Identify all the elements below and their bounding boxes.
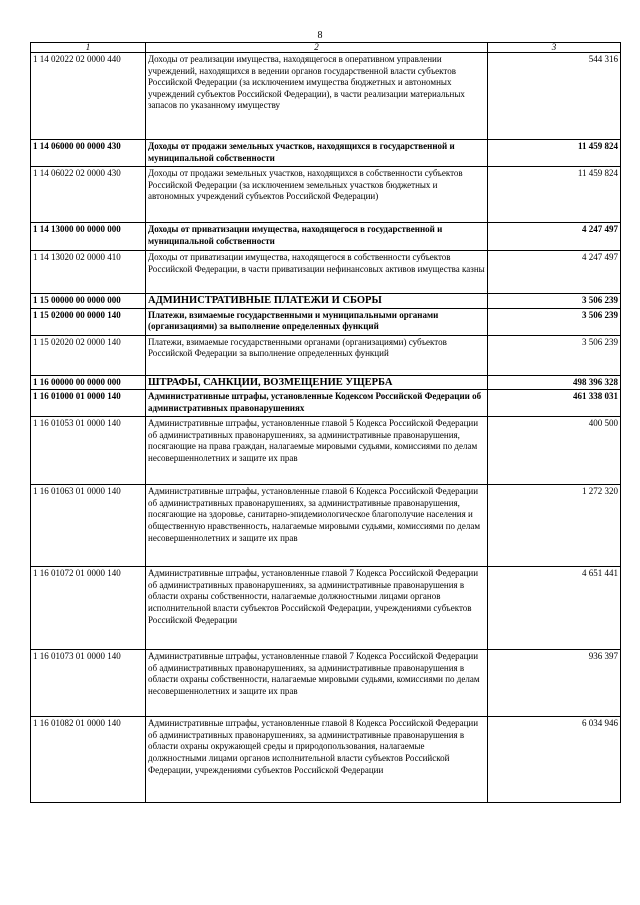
row-code: 1 16 00000 00 0000 000 <box>31 375 146 390</box>
table-row <box>31 167 621 223</box>
row-amount: 544 316 <box>488 53 621 140</box>
table-row <box>31 223 621 251</box>
row-code: 1 14 13020 02 0000 410 <box>31 251 146 294</box>
row-description: Административные штрафы, установленные главой 8 Кодекса Российской Федерации об административных правонарушениях, за административные правонарушения в области охраны окружающей среды и природопользования, налагаемые должностными лицами органов исполнительной власти субъектов Российской Федерации, учреждениями субъектов Российской Федерации <box>146 717 488 803</box>
table-header-row <box>31 43 621 53</box>
row-description: Доходы от продажи земельных участков, находящихся в собственности субъектов Российской Федерации (за исключением земельных участков бюджетных и автономных учреждений субъектов Российской Федерации) <box>146 167 488 223</box>
row-amount: 400 500 <box>488 417 621 485</box>
row-code: 1 15 02000 00 0000 140 <box>31 308 146 335</box>
row-description: ШТРАФЫ, САНКЦИИ, ВОЗМЕЩЕНИЕ УЩЕРБА <box>146 375 488 390</box>
table-row <box>31 567 621 650</box>
row-description: Административные штрафы, установленные Кодексом Российской Федерации об административных правонарушениях <box>146 390 488 417</box>
row-description: Доходы от приватизации имущества, находящегося в государственной и муниципальной собственности <box>146 223 488 251</box>
row-description: Доходы от продажи земельных участков, находящихся в государственной и муниципальной собственности <box>146 140 488 167</box>
row-amount: 1 272 320 <box>488 485 621 567</box>
row-description: Административные штрафы, установленные главой 5 Кодекса Российской Федерации об административных правонарушениях, за административные правонарушения, посягающие на права граждан, налагаемые мировыми судьями, комиссиями по делам несовершеннолетних и защите их прав <box>146 417 488 485</box>
table-row <box>31 251 621 294</box>
row-amount: 936 397 <box>488 650 621 717</box>
row-description: Платежи, взимаемые государственными и муниципальными органами (организациями) за выполнение определенных функций <box>146 308 488 335</box>
row-code: 1 16 01082 01 0000 140 <box>31 717 146 803</box>
row-amount: 6 034 946 <box>488 717 621 803</box>
row-amount: 461 338 031 <box>488 390 621 417</box>
row-amount: 3 506 239 <box>488 335 621 375</box>
row-description: Доходы от приватизации имущества, находящегося в собственности субъектов Российской Федерации, в части приватизации нефинансовых активов имущества казны <box>146 251 488 294</box>
row-code: 1 14 02022 02 0000 440 <box>31 53 146 140</box>
row-code: 1 16 01000 01 0000 140 <box>31 390 146 417</box>
row-code: 1 14 13000 00 0000 000 <box>31 223 146 251</box>
row-amount: 4 247 497 <box>488 223 621 251</box>
row-description: АДМИНИСТРАТИВНЫЕ ПЛАТЕЖИ И СБОРЫ <box>146 294 488 309</box>
header-col-3: 3 <box>488 43 621 53</box>
row-description: Доходы от реализации имущества, находящегося в оперативном управлении учреждений, находящихся в ведении органов государственной власти субъектов Российской Федерации (за исключением имущества бюджетных и автономных учреждений субъектов Российской Федерации), в части реализации материальных запасов по указанному имуществу <box>146 53 488 140</box>
row-description: Платежи, взимаемые государственными органами (организациями) субъектов Российской Федерации за выполнение определенных функций <box>146 335 488 375</box>
table-row <box>31 650 621 717</box>
row-code: 1 16 01053 01 0000 140 <box>31 417 146 485</box>
row-amount: 3 506 239 <box>488 308 621 335</box>
table-row <box>31 140 621 167</box>
budget-table <box>30 42 621 803</box>
row-amount: 4 651 441 <box>488 567 621 650</box>
row-code: 1 14 06000 00 0000 430 <box>31 140 146 167</box>
row-code: 1 14 06022 02 0000 430 <box>31 167 146 223</box>
row-amount: 498 396 328 <box>488 375 621 390</box>
row-amount: 11 459 824 <box>488 140 621 167</box>
table-row <box>31 53 621 140</box>
header-col-2: 2 <box>146 43 488 53</box>
header-col-1: 1 <box>31 43 146 53</box>
row-description: Административные штрафы, установленные главой 7 Кодекса Российской Федерации об административных правонарушениях, за административные правонарушения в области охраны собственности, налагаемые должностными лицами органов исполнительной власти субъектов Российской Федерации, учреждениями субъектов Российской Федерации <box>146 567 488 650</box>
row-amount: 4 247 497 <box>488 251 621 294</box>
page-number: 8 <box>317 30 323 41</box>
table-row <box>31 294 621 309</box>
table-row <box>31 335 621 375</box>
row-code: 1 15 00000 00 0000 000 <box>31 294 146 309</box>
row-code: 1 16 01073 01 0000 140 <box>31 650 146 717</box>
row-description: Административные штрафы, установленные главой 6 Кодекса Российской Федерации об административных правонарушениях, за административные правонарушения, посягающие на здоровье, санитарно-эпидемиологическое благополучие населения и общественную нравственность, налагаемые мировыми судьями, комиссиями по делам несовершеннолетних и защите их прав <box>146 485 488 567</box>
row-amount: 11 459 824 <box>488 167 621 223</box>
row-code: 1 16 01063 01 0000 140 <box>31 485 146 567</box>
table-row <box>31 375 621 390</box>
table-row <box>31 485 621 567</box>
row-amount: 3 506 239 <box>488 294 621 309</box>
table-row <box>31 417 621 485</box>
table-row <box>31 390 621 417</box>
table-row <box>31 717 621 803</box>
row-code: 1 16 01072 01 0000 140 <box>31 567 146 650</box>
table-row <box>31 308 621 335</box>
row-description: Административные штрафы, установленные главой 7 Кодекса Российской Федерации об административных правонарушениях, за административные правонарушения в области охраны собственности, налагаемые мировыми судьями, комиссиями по делам несовершеннолетних и защите их прав <box>146 650 488 717</box>
row-code: 1 15 02020 02 0000 140 <box>31 335 146 375</box>
